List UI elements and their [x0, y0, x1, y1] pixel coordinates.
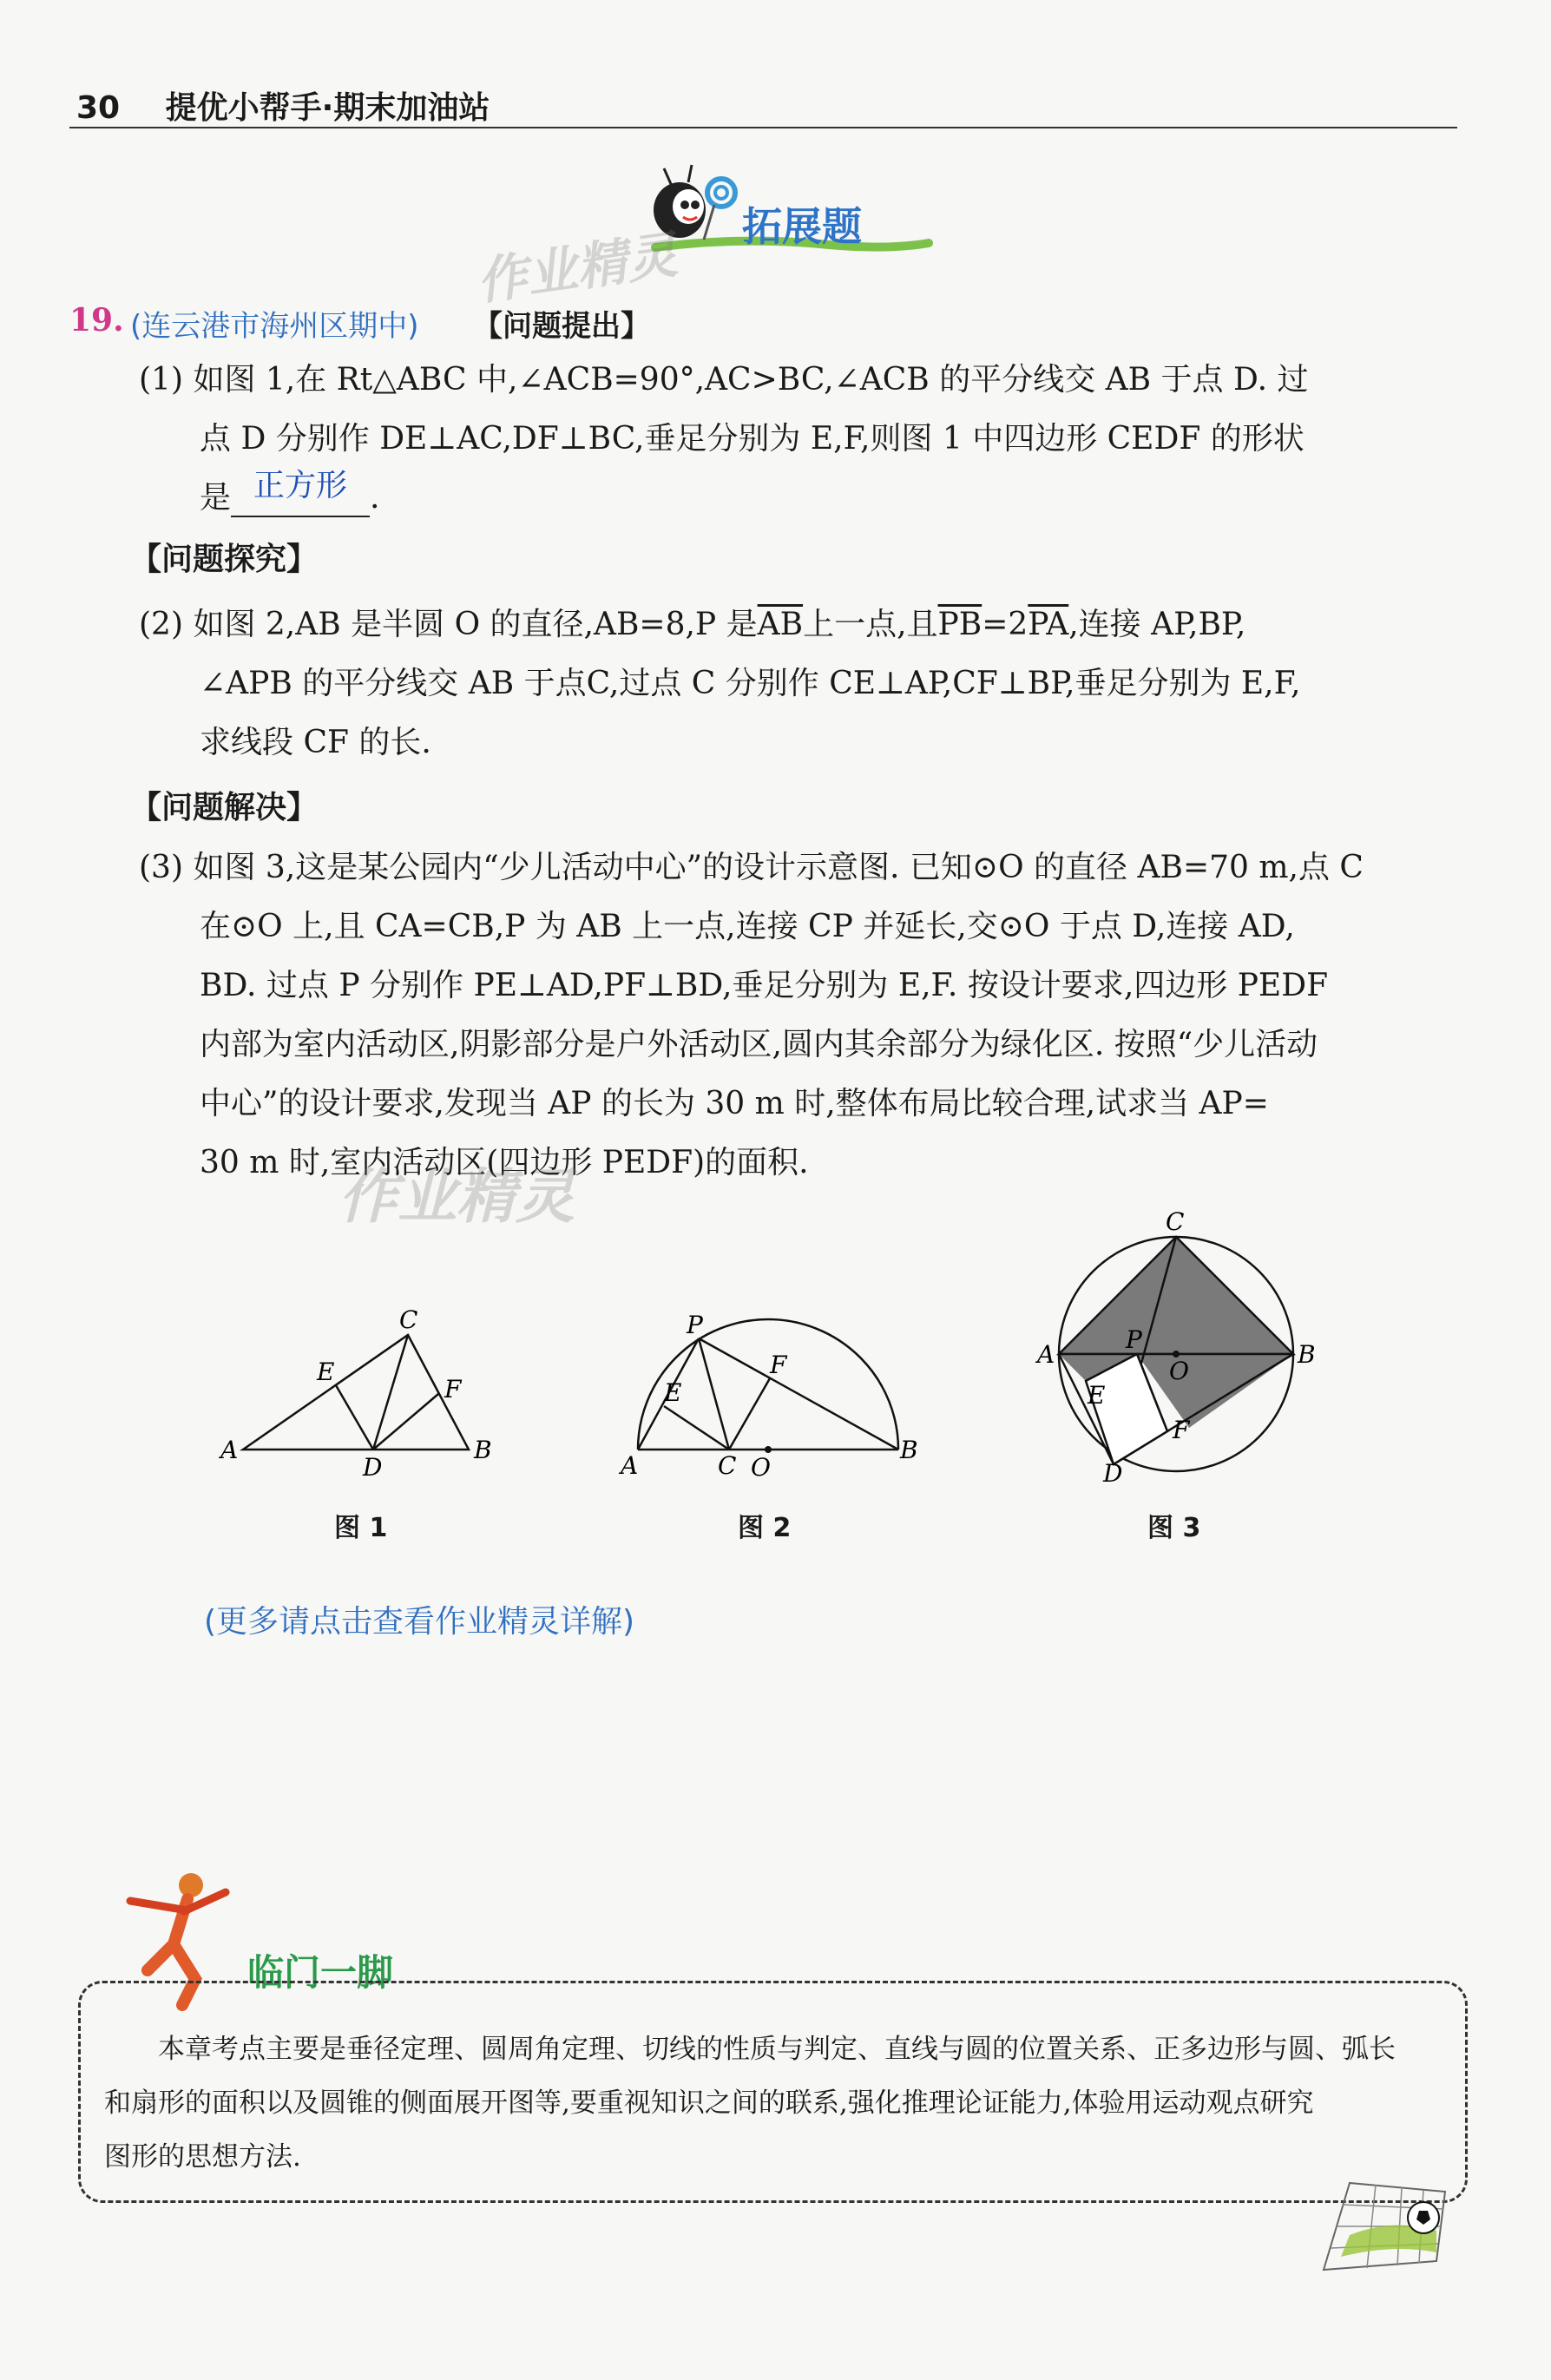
part2-line2: ∠APB 的平分线交 AB 于点C,过点 C 分别作 CE⊥AP,CF⊥BP,垂足分别为 E,F, [200, 666, 1301, 701]
label-f: F [444, 1375, 462, 1404]
label-a: A [220, 1436, 239, 1464]
figure-3 [1029, 1207, 1332, 1488]
header-divider [69, 127, 1457, 128]
segment-bp [699, 1338, 898, 1450]
part3-line3: BD. 过点 P 分别作 PE⊥AD,PF⊥BD,垂足分别为 E,F. 按设计要求,四边形 PEDF [200, 968, 1329, 1003]
label-p: P [687, 1311, 703, 1339]
part2-line3: 求线段 CF 的长. [200, 725, 431, 760]
label-e: E [317, 1358, 335, 1386]
part2-line1a: (2) 如图 2,AB 是半圆 O 的直径,AB=8,P 是 [139, 607, 758, 642]
label-a: A [621, 1451, 639, 1480]
section-title: 【问题提出】 [473, 309, 650, 344]
part3-line2: 在⊙O 上,且 CA=CB,P 为 AB 上一点,连接 CP 并延长,交⊙O 于点 D,连接 AD, [200, 909, 1295, 944]
part2-line1c: =2 [982, 607, 1029, 642]
tip-text [104, 2022, 1441, 2184]
part1-line1: (1) 如图 1,在 Rt△ABC 中,∠ACB=90°,AC>BC,∠ACB 的平分线交 AB 于点 D. 过 [139, 362, 1309, 398]
label-d: D [1103, 1459, 1123, 1488]
part1-line2: 点 D 分别作 DE⊥AC,DF⊥BC,垂足分别为 E,F,则图 1 中四边形 CEDF 的形状 [200, 421, 1305, 457]
page-number: 30 [76, 90, 121, 126]
tip-line2: 和扇形的面积以及圆锥的侧面展开图等,要重视知识之间的联系,强化推理论证能力,体验用运动观点研究 [104, 2087, 1314, 2119]
shaded-triangle-abc [1059, 1237, 1293, 1354]
segment-de [336, 1385, 373, 1450]
badge-label: 拓展题 [742, 203, 862, 250]
segment-cf [729, 1378, 770, 1450]
more-details-link[interactable]: (更多请点击查看作业精灵详解) [204, 1604, 635, 1640]
label-f: F [1173, 1416, 1190, 1444]
figure-1 [217, 1305, 503, 1482]
arc-pa: $\overline{PA}$ [1028, 607, 1069, 642]
arc-ab: $\overline{AB}$ [757, 607, 804, 642]
part3-line4: 内部为室内活动区,阴影部分是户外活动区,圆内其余部分为绿化区. 按照“少儿活动 [200, 1027, 1318, 1062]
part3-line6: 30 m 时,室内活动区(四边形 PEDF)的面积. [200, 1145, 809, 1180]
watermark: 作业精灵 [473, 225, 681, 312]
figure-2 [621, 1311, 918, 1482]
tip-line3: 图形的思想方法. [104, 2141, 301, 2173]
segment-df [373, 1394, 438, 1450]
question-number: 19. [69, 302, 124, 339]
caption-fig2: 图 2 [738, 1513, 792, 1543]
label-f: F [770, 1351, 787, 1379]
heading-explore: 【问题探究】 [130, 542, 319, 577]
heading-solve: 【问题解决】 [130, 790, 319, 825]
label-b: B [900, 1436, 918, 1464]
center-o [765, 1446, 772, 1453]
answer-blank: 正方形 [231, 457, 370, 517]
part3-text [139, 838, 1458, 1193]
watermark-2: 作业精灵 [338, 1163, 575, 1232]
book-title: 提优小帮手·期末加油站 [165, 90, 490, 126]
section-badge [638, 156, 933, 269]
tip-line1: 本章考点主要是垂径定理、圆周角定理、切线的性质与判定、直线与圆的位置关系、正多边形与圆、弧长 [158, 2034, 1396, 2065]
part2-line1b: 上一点,且 [803, 607, 938, 642]
part1-line3 [139, 469, 1458, 529]
label-b: B [474, 1436, 492, 1464]
label-a: A [1037, 1340, 1055, 1369]
part2-line1d: ,连接 AP,BP, [1068, 607, 1246, 642]
arc-pb: $\overline{PB}$ [937, 607, 983, 642]
label-b: B [1298, 1340, 1316, 1369]
label-e: E [664, 1378, 682, 1407]
part2-line1 [139, 595, 1458, 654]
part1-line3-suffix: . [370, 480, 380, 516]
triangle-abc [243, 1335, 469, 1450]
page-header [76, 83, 490, 128]
label-d: D [363, 1453, 383, 1482]
label-e: E [1088, 1381, 1106, 1410]
soccer-goal-icon [1315, 2166, 1454, 2278]
part1-text [139, 351, 1458, 529]
label-o: O [751, 1453, 771, 1482]
label-o: O [1169, 1357, 1189, 1385]
tip-title: 临门一脚 [247, 1951, 394, 1994]
label-c: C [718, 1451, 737, 1480]
label-c: C [1166, 1207, 1185, 1236]
part1-line3-prefix: 是 [200, 480, 232, 516]
label-p: P [1126, 1325, 1142, 1354]
question-source: (连云港市海州区期中) [130, 309, 419, 344]
caption-fig1: 图 1 [334, 1513, 388, 1543]
part2-text [139, 595, 1458, 773]
label-c: C [399, 1305, 418, 1334]
part3-line1: (3) 如图 3,这是某公园内“少儿活动中心”的设计示意图. 已知⊙O 的直径 AB=70 m,点 C [139, 850, 1364, 885]
bisector-cd [373, 1335, 408, 1450]
part3-line5: 中心”的设计要求,发现当 AP 的长为 30 m 时,整体布局比较合理,试求当 AP= [200, 1086, 1269, 1121]
caption-fig3: 图 3 [1147, 1513, 1201, 1543]
